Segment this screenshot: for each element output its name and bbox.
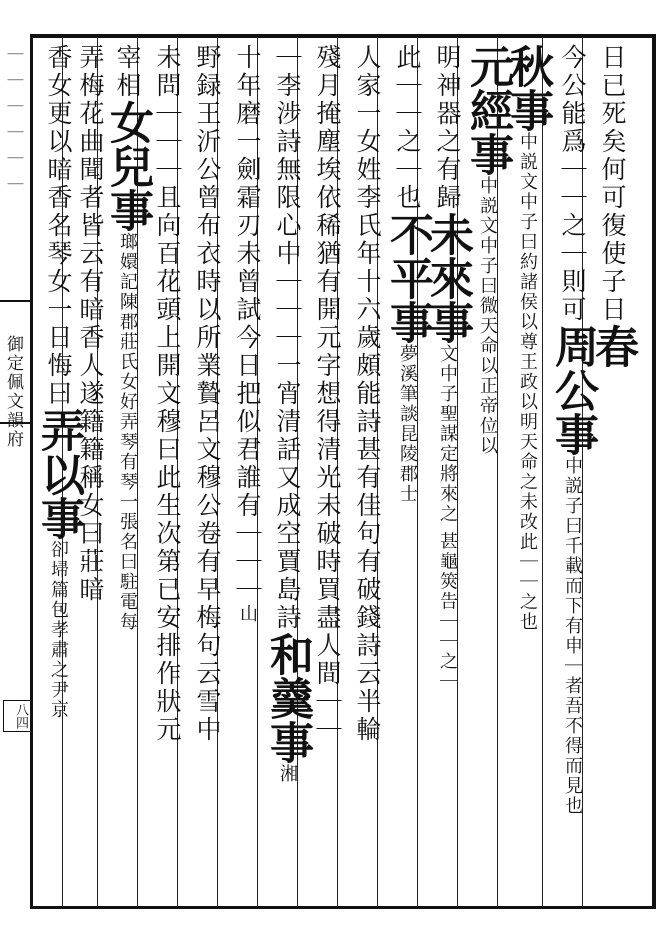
entry-head: 不平事	[382, 212, 433, 344]
leaf-number: 八四	[3, 700, 31, 732]
column-text: 弄梅花曲聞者皆云有暗香人遂籍籍稱女曰莊暗	[76, 44, 105, 604]
column-text: 人家一女姓李氏年十六歲頗能詩甚有佳句有破錢詩云半輪	[353, 44, 382, 744]
column-text: 此｜｜之｜也	[393, 44, 422, 212]
margin-marks: ｜｜｜｜｜｜	[5, 46, 24, 202]
entry-head: 秋事	[502, 44, 553, 132]
column-note: 山	[237, 604, 258, 624]
column-note: 夢溪筆談昆陵郡士	[397, 344, 418, 504]
column-text: 殘月掩塵埃依稀猶有開元字想得清光未破時買盡人間｜｜	[313, 44, 342, 744]
column-text: 明神器之有歸	[433, 44, 462, 212]
column-text: 野録王沂公曾布衣時以所業贄呂文穆公卷有早梅句云雪中	[193, 44, 222, 744]
column-text: 香女更以暗香名琴女一日悔曰	[44, 44, 73, 408]
text-column-15	[33, 44, 84, 900]
text-column-2	[547, 44, 598, 900]
entry-head: 元經事	[462, 44, 513, 176]
column-note: 中説文中子曰約諸侯以尊王政以明天命之未改此｜｜之也	[517, 132, 538, 632]
text-column-7	[345, 44, 389, 900]
column-note: 湘	[277, 764, 298, 784]
text-column-4	[462, 44, 513, 900]
column-text: ｜李涉詩無限心中｜｜｜一宵清話又成空賈島詩	[273, 44, 302, 632]
text-column-1	[587, 44, 638, 900]
column-text: 宰相	[113, 44, 142, 100]
entry-head: 女兒事	[102, 100, 153, 232]
frame-top-border	[30, 34, 656, 38]
column-note: 瑯嬛記陳郡莊氏女好弄琴有琴一張名曰駐電每	[117, 232, 138, 632]
text-column-11	[185, 44, 229, 900]
entry-head: 未來事	[422, 212, 473, 344]
margin-book-title: 御定佩文韻府	[3, 335, 23, 449]
column-note: 中説文中子曰微天命以正帝位以	[477, 176, 498, 456]
text-column-6	[382, 44, 433, 900]
text-column-8	[305, 44, 349, 900]
frame-right-border	[652, 34, 656, 909]
column-note: 中説子曰千載而下有申｜者吾不得而見也	[562, 456, 583, 816]
text-column-10	[225, 44, 269, 900]
entry-head: 和羹事	[262, 632, 313, 764]
column-note: 文中子聖謀定將來之 甚龜筴告｜｜之｜	[437, 344, 458, 692]
column-text: 今公能爲｜｜之｜則可	[558, 44, 587, 324]
text-column-5	[422, 44, 473, 900]
column-text: 未問｜｜｜且向百花頭上開文穆曰此生次第已安排作狀元	[153, 44, 182, 744]
column-text: 十年磨一劍霜刃未曾試今日把似君誰有｜｜｜	[233, 44, 262, 604]
entry-head: 弄以事	[33, 408, 84, 540]
frame-bottom-border	[30, 906, 656, 909]
column-text: 日已死矣何可復使子日	[598, 44, 627, 324]
entry-head: 春	[587, 324, 638, 368]
column-note: 卻埽篇包孝肅之尹京	[48, 540, 69, 720]
entry-head: 周公事	[547, 324, 598, 456]
text-column-9	[262, 44, 313, 900]
